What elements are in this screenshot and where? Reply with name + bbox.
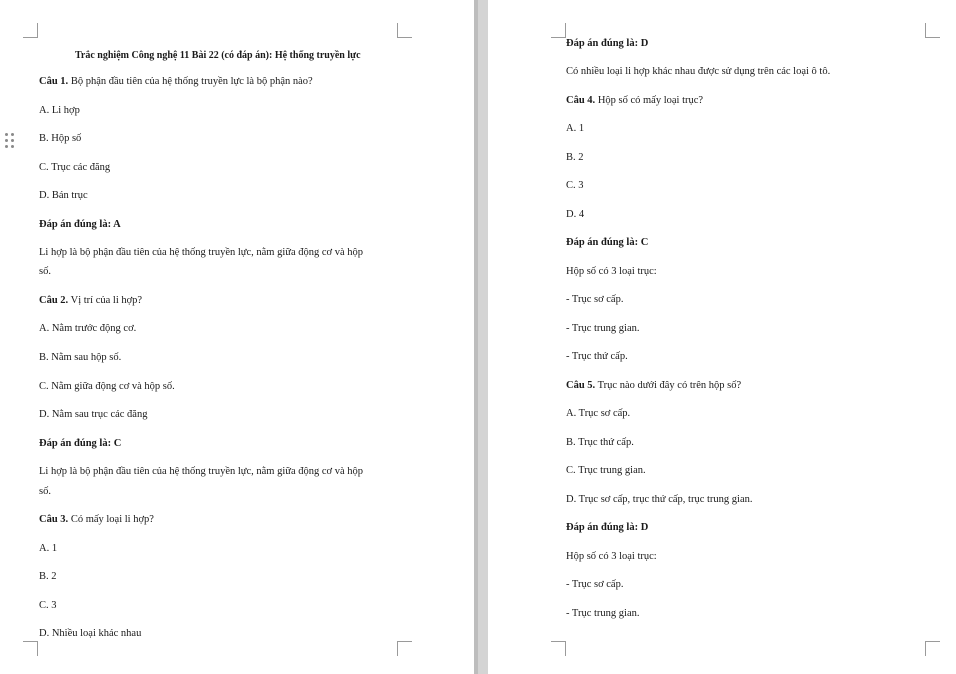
- text-line: [566, 179, 584, 193]
- line-text: Hộp số có 3 loại trục:: [566, 266, 657, 277]
- line-text: số.: [39, 266, 51, 277]
- text-line: [566, 493, 753, 507]
- document-title: Trắc nghiệm Công nghệ 11 Bài 22 (có đáp án): Hệ thống truyền lực: [75, 50, 361, 61]
- text-line: [566, 578, 623, 592]
- line-text: - Trục trung gian.: [566, 608, 640, 619]
- document-page-right: [488, 0, 956, 674]
- line-text: B. 2: [39, 571, 57, 582]
- line-text: Hộp số có mấy loại trục?: [595, 95, 704, 106]
- line-text: D. 4: [566, 209, 585, 220]
- bold-label: Câu 3.: [39, 514, 69, 525]
- line-text: số.: [39, 486, 51, 497]
- text-line: [566, 94, 703, 108]
- text-line: [566, 350, 628, 364]
- text-line: [566, 65, 830, 79]
- text-line: [566, 265, 657, 279]
- bold-label: Câu 1.: [39, 76, 69, 87]
- text-line: [39, 189, 88, 203]
- text-line: [39, 485, 51, 499]
- text-line: [566, 236, 648, 250]
- text-line: [566, 208, 584, 222]
- text-line: [39, 599, 57, 613]
- line-text: B. Hộp số: [39, 133, 82, 144]
- text-line: [39, 570, 57, 584]
- line-text: C. 3: [566, 180, 584, 191]
- crop-mark: [551, 23, 566, 38]
- page-separator: [474, 0, 488, 674]
- text-line: [39, 627, 141, 641]
- text-line: [39, 75, 313, 89]
- text-line: [39, 132, 81, 146]
- bold-label: Câu 4.: [566, 95, 596, 106]
- text-line: [39, 294, 142, 308]
- line-text: Li hợp là bộ phận đầu tiên của hệ thống truyền lực, nằm giữa động cơ và hộp: [39, 466, 363, 477]
- line-text: - Trục sơ cấp.: [566, 294, 624, 305]
- crop-mark: [551, 641, 566, 656]
- line-text: Có nhiều loại li hợp khác nhau được sử dụng trên các loại ô tô.: [566, 66, 831, 77]
- bold-label: Đáp án đúng là: D: [566, 522, 649, 533]
- line-text: B. Trục thứ cấp.: [566, 437, 634, 448]
- text-line: [39, 351, 121, 365]
- text-line: [566, 464, 646, 478]
- document-page-left: [0, 0, 474, 674]
- line-text: C. Trục các đăng: [39, 162, 111, 173]
- text-line: [566, 521, 648, 535]
- line-text: A. 1: [39, 543, 58, 554]
- crop-mark: [397, 641, 412, 656]
- text-line: [39, 513, 154, 527]
- text-line: [566, 379, 741, 393]
- text-line: [39, 104, 80, 118]
- line-text: Trục nào dưới đây có trên hộp số?: [595, 380, 742, 391]
- text-line: [566, 122, 584, 136]
- bold-label: Câu 5.: [566, 380, 596, 391]
- line-text: Bộ phận đầu tiên của hệ thống truyền lực là bộ phận nào?: [68, 76, 313, 87]
- line-text: C. Trục trung gian.: [566, 465, 646, 476]
- text-line: [39, 465, 363, 479]
- text-line: [39, 246, 363, 260]
- text-line: [566, 550, 657, 564]
- line-text: - Trục sơ cấp.: [566, 579, 624, 590]
- text-line: [566, 37, 648, 51]
- text-line: [39, 408, 147, 422]
- line-text: B. Nằm sau hộp số.: [39, 352, 122, 363]
- text-line: [566, 322, 640, 336]
- crop-mark: [925, 641, 940, 656]
- crop-mark: [925, 23, 940, 38]
- line-text: Li hợp là bộ phận đầu tiên của hệ thống truyền lực, nằm giữa động cơ và hộp: [39, 247, 363, 258]
- text-line: [566, 151, 584, 165]
- text-line: [39, 265, 51, 279]
- text-line: [566, 436, 634, 450]
- line-text: C. 3: [39, 600, 57, 611]
- bold-label: Đáp án đúng là: C: [39, 438, 122, 449]
- line-text: - Trục thứ cấp.: [566, 351, 628, 362]
- bold-label: Đáp án đúng là: A: [39, 219, 121, 230]
- line-text: D. Nằm sau trục các đăng: [39, 409, 148, 420]
- line-text: A. Trục sơ cấp.: [566, 408, 631, 419]
- line-text: C. Nằm giữa động cơ và hộp số.: [39, 381, 175, 392]
- line-text: A. Li hợp: [39, 105, 80, 116]
- drag-handle-icon[interactable]: [5, 133, 15, 151]
- line-text: Có mấy loại li hợp?: [68, 514, 154, 525]
- line-text: Vị trí của li hợp?: [68, 295, 143, 306]
- text-line: [39, 437, 121, 451]
- line-text: D. Trục sơ cấp, trục thứ cấp, trục trung gian.: [566, 494, 753, 505]
- crop-mark: [23, 23, 38, 38]
- bold-label: Đáp án đúng là: C: [566, 237, 649, 248]
- text-line: [39, 380, 175, 394]
- text-line: [39, 218, 121, 232]
- line-text: A. Nằm trước động cơ.: [39, 323, 137, 334]
- text-line: [566, 293, 623, 307]
- crop-mark: [23, 641, 38, 656]
- text-line: [566, 407, 630, 421]
- line-text: D. Nhiều loại khác nhau: [39, 628, 142, 639]
- line-text: D. Bán trục: [39, 190, 88, 201]
- line-text: B. 2: [566, 152, 584, 163]
- line-text: - Trục trung gian.: [566, 323, 640, 334]
- text-line: [39, 322, 136, 336]
- bold-label: Đáp án đúng là: D: [566, 38, 649, 49]
- line-text: Hộp số có 3 loại trục:: [566, 551, 657, 562]
- line-text: A. 1: [566, 123, 585, 134]
- crop-mark: [397, 23, 412, 38]
- text-line: [39, 542, 57, 556]
- text-line: [566, 607, 640, 621]
- text-line: [39, 161, 110, 175]
- bold-label: Câu 2.: [39, 295, 69, 306]
